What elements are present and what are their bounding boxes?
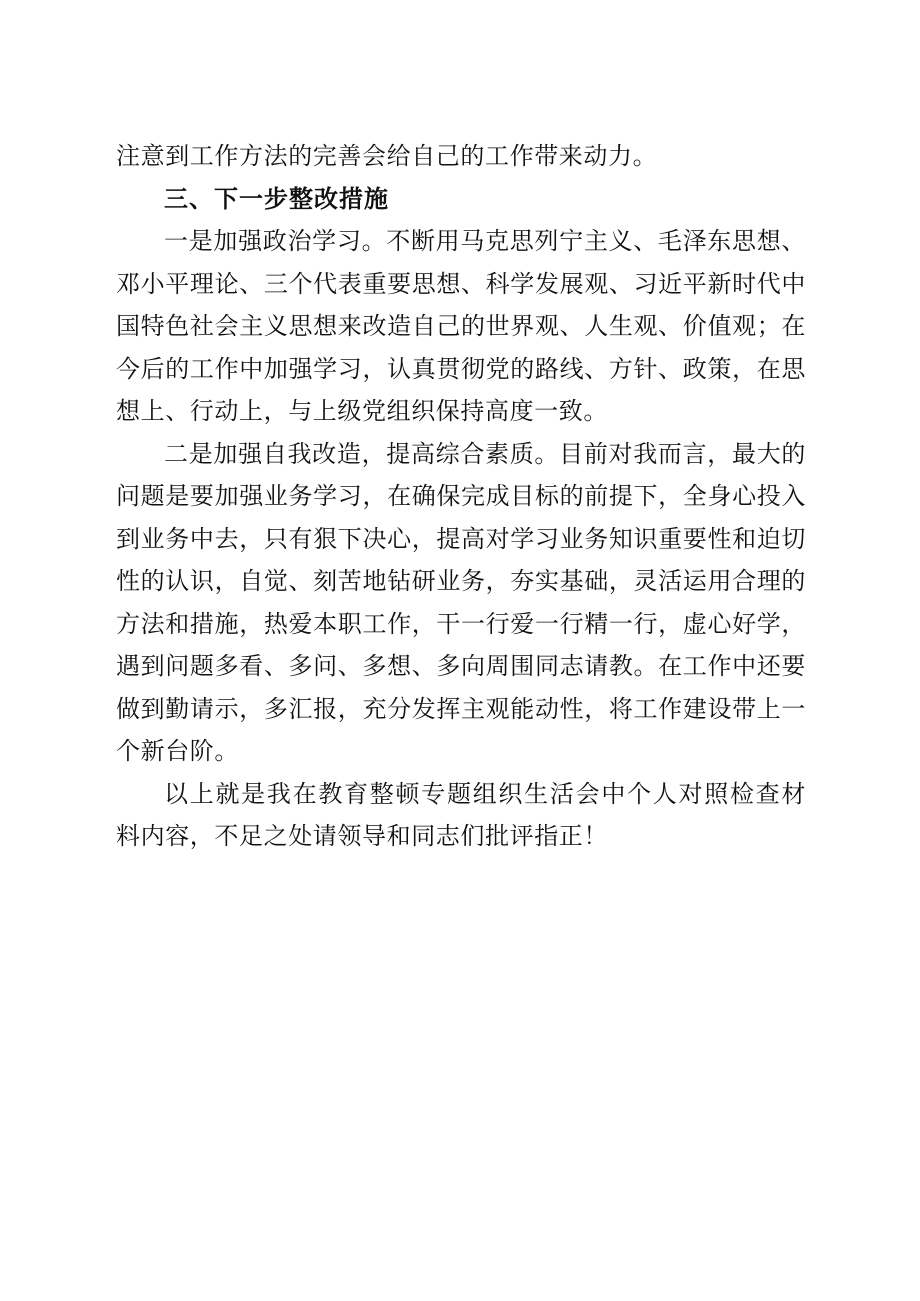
paragraph-political-study: 一是加强政治学习。不断用马克思列宁主义、毛泽东思想、 邓小平理论、三个代表重要思想、科学发展观、习近平新时代中 国特色社会主义思想来改造自己的世界观、人生观、价值观；在 今后的工作中加强学习，认真贯彻党的路线、方针、政策，在思 想上、行动上，与上级党组织保持高度一致。 bbox=[116, 227, 806, 425]
document-body bbox=[116, 135, 806, 858]
paragraph-self-improvement: 二是加强自我改造，提高综合素质。目前对我而言，最大的 问题是要加强业务学习，在确保完成目标的前提下，全身心投入 到业务中去，只有狠下决心，提高对学习业务知识重要性和迫切 性的认识，自觉、刻苦地钻研业务，夯实基础，灵活运用合理的 方法和措施，热爱本职工作，干一行爱一行精一行，虚心好学，遇到问题多看、多问、多想、多向周围同志请教。在工作中还要 做到勤请示，多汇报，充分发挥主观能动性，将工作建设带上一 个新台阶。 bbox=[116, 439, 806, 765]
paragraph-conclusion: 以上就是我在教育整顿专题组织生活会中个人对照检查材 料内容，不足之处请领导和同志们批评指正！ bbox=[116, 779, 806, 850]
section-heading: 三、下一步整改措施 bbox=[164, 184, 389, 213]
continuation-paragraph: 注意到工作方法的完善会给自己的工作带来动力。 bbox=[116, 142, 658, 170]
